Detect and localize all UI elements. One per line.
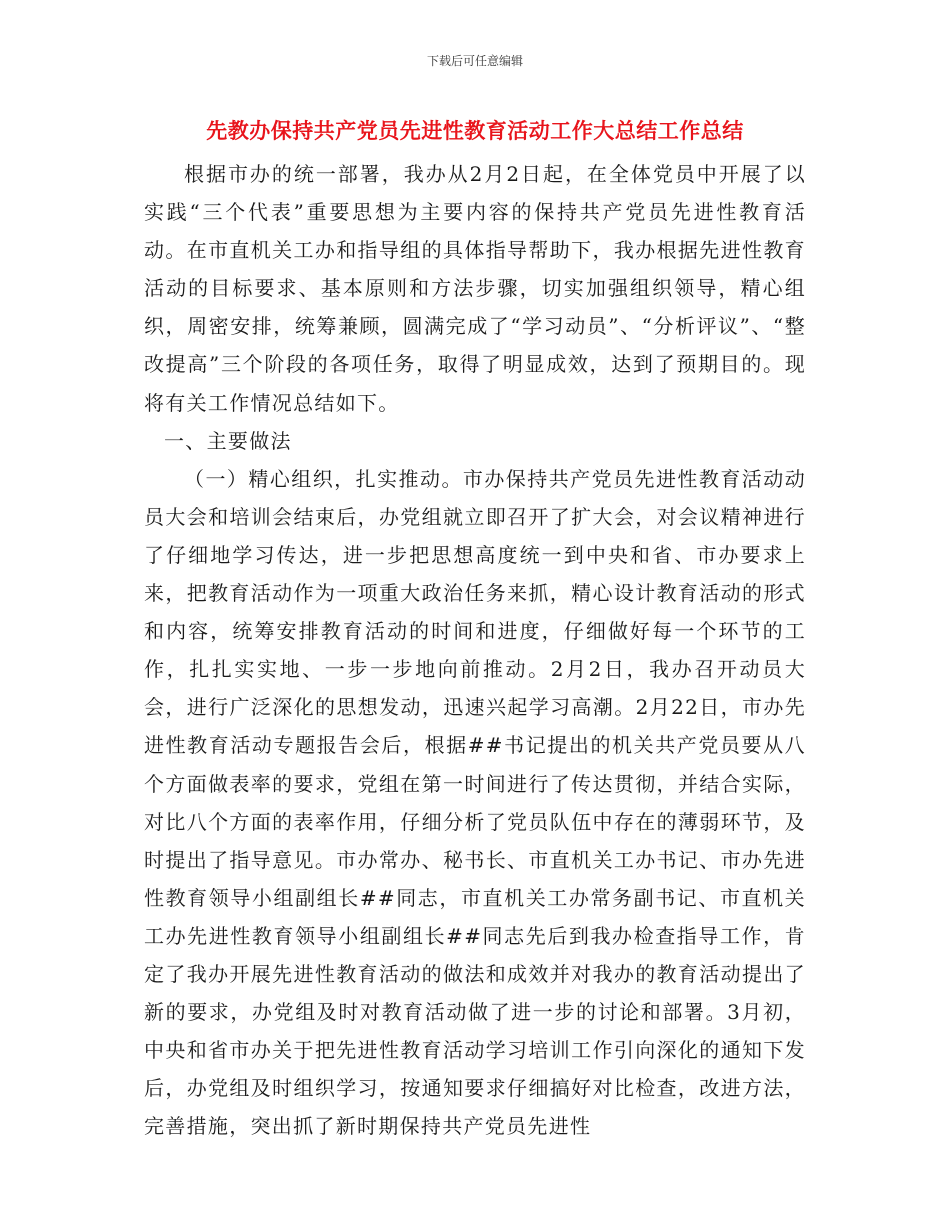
paragraph-organization: （一）精心组织，扎实推动。市办保持共产党员先进性教育活动动员大会和培训会结束后，办党组就立即召开了扩大会，对会议精神进行了仔细地学习传达，进一步把思想高度统一到中央和省、市办要求上来，把教育活动作为一项重大政治任务来抓，精心设计教育活动的形式和内容，统筹安排教育活动的时间和进度，仔细做好每一个环节的工作，扎扎实实地、一步一步地向前推动。2月2日，我办召开动员大会，进行广泛深化的思想发动，迅速兴起学习高潮。2月22日，市办先进性教育活动专题报告会后，根据##书记提出的机关共产党员要从八个方面做表率的要求，党组在第一时间进行了传达贯彻，并结合实际，对比八个方面的表率作用，仔细分析了党员队伍中存在的薄弱环节，及时提出了指导意见。市办常办、秘书长、市直机关工办书记、市办先进性教育领导小组副组长##同志，市直机关工办常务副书记、市直机关工办先进性教育领导小组副组长##同志先后到我办检查指导工作，肯定了我办开展先进性教育活动的做法和成效并对我办的教育活动提出了新的要求，办党组及时对教育活动做了进一步的讨论和部署。3月初，中央和省市办关于把先进性教育活动学习培训工作引向深化的通知下发后，办党组及时组织学习，按通知要求仔细搞好对比检查，改进方法，完善措施，突出抓了新时期保持共产党员先进性: [144, 466, 806, 1139]
paragraph-intro: 根据市办的统一部署，我办从2月2日起，在全体党员中开展了以实践“三个代表”重要思想为主要内容的保持共产党员先进性教育活动。在市直机关工办和指导组的具体指导帮助下，我办根据先进性教育活动的目标要求、基本原则和方法步骤，切实加强组织领导，精心组织，周密安排，统筹兼顾，圆满完成了“学习动员”、“分析评议”、“整改提高”三个阶段的各项任务，取得了明显成效，达到了预期目的。现将有关工作情况总结如下。: [144, 162, 806, 415]
document-title: 先教办保持共产党员先进性教育活动工作大总结工作总结: [206, 119, 744, 143]
document-body: [144, 155, 806, 1145]
section-heading-main-methods: 一、主要做法: [164, 428, 292, 453]
header-note: 下载后可任意编辑: [426, 54, 523, 68]
